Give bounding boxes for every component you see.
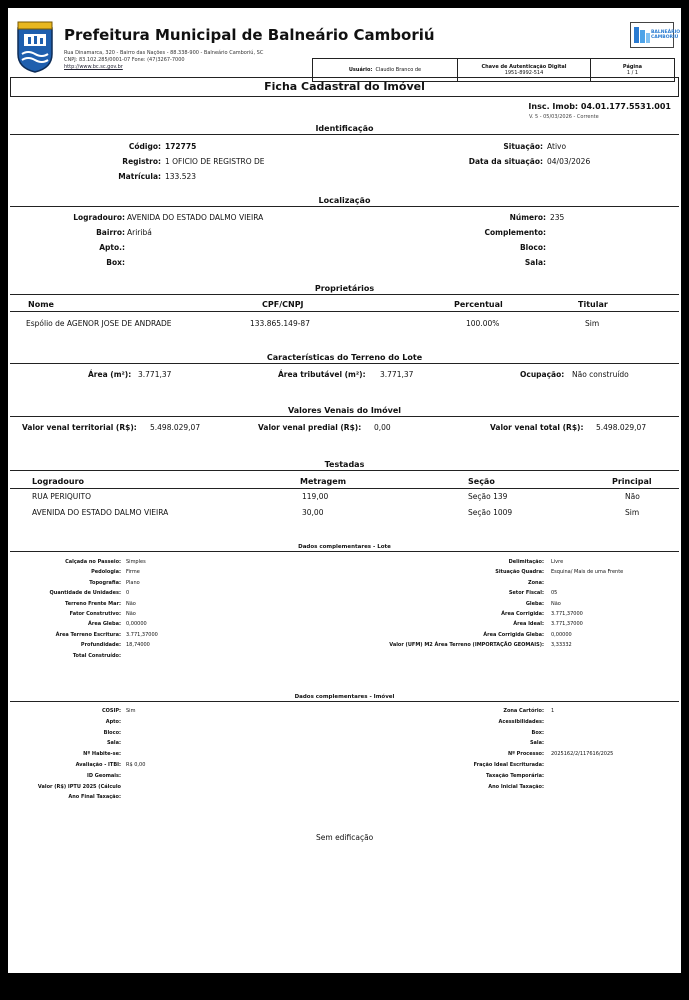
- field-label: Área Gleba:: [87, 621, 121, 628]
- field-label: Nº Processo:: [507, 751, 544, 758]
- document-page: Prefeitura Municipal de Balneário Camboriú Rua Dinamarca, 320 - Bairro das Nações - 88.338-900 - Balneário Camboriú, SC CNPJ: 83.102.285/0001-07 Fone: (47)3267-7000 http://www.bc.sc.gov.br BALNEÁRIO CAMBORIÚ Usuário: Claudio Branco de Chave de Autenticação Digital 1951-8992-514 Página 1 / 1 Ficha Cadastral do Imóvel Insc. Imob: 04.01.177.5531.001 V. 5 - 05/03/2026 - Corrente Identificação Código: 172775 Registro: 1 OFICIO DE REGISTRO DE Matrícula: 133.523 Situação: Ativo Data da situação: 04/03/2026 Localização Logradouro: AVENIDA DO ESTADO DALMO VIEIRA Bairro: Ariribá Apto.: Box: Número: 235 Complemento: Bloco: Sala: Proprietários Nome CPF/CNPJ Percentual Titular Espólio de AGENOR JOSE DE ANDRADE 133.865.149-87 100.00% Sim Características do Terreno do Lote Área (m²): 3.771,37 Área tributável (m²): 3.771,37 Ocupação: Não construído Valores Venais do Imóvel Valor venal territorial (R$): 5.498.029,07 Valor venal predial (R$): 0,00 Valor venal total (R$): 5.498.029,07 Testadas Logradouro Metragem Seção Principal RUA PERIQUITO 119,00 Seção 139 Não AVENIDA DO ESTADO DALMO VIEIRA 30,00 Seção 1009 Sim Dados complementares - Lote Calçada no Passeio: Simples Pedologia: Firme Topografia: Plano Quantidade de Unidades: 0 Terreno Frente Mar: Não Fator Construtivo: Não Área Gleba: 0,00000 Área Terreno Escritura: 3.771,37000 Profundidade: 18,74000 Total Construído: Delimitação: Livre Situação Quadra: Esquina/ Mais de uma Frente Zona: Setor Fiscal: 05 Gleba: Não Área Corrigida: 3.771,37000 Área Ideal: 3.771,37000 Área Corrigida Gleba: 0,00000 Valor (UFM) M2 Área Terreno (IMPORTAÇÃO GEOMAIS): 3,33332 Dados complementares - Imóvel COSIP: Sim Apto: Bloco: Sala: Nº Habite-se: Avaliação - ITBI: R$ 0,00 ID Geomais: Valor (R$) IPTU 2025 (Cálculo Ano Final Taxação: Zona Cartório: 1 Acessibilidades: Box: Sala: Nº Processo: 2025162/2/117616/2025 Fração Ideal Escriturada: Taxação Temporária: Ano Inicial Taxação: Sem edificação: [8, 8, 681, 973]
- municipal-crest-icon: [14, 20, 56, 74]
- field-label: Acessibilidades:: [498, 718, 544, 725]
- valor-total: 5.498.029,07: [596, 423, 647, 432]
- document-title: Ficha Cadastral do Imóvel: [10, 77, 679, 97]
- field-label: Total Construído:: [72, 652, 121, 659]
- field-value: Firme: [126, 569, 140, 576]
- field-label: Pedologia:: [91, 569, 121, 576]
- section-testadas: Testadas: [10, 460, 679, 471]
- field-label: Fator Construtivo:: [69, 611, 121, 617]
- field-label: Apto:: [105, 718, 121, 725]
- section-identificacao: Identificação: [10, 124, 679, 135]
- field-value: Não: [126, 600, 136, 607]
- field-label: Quantidade de Unidades:: [49, 590, 121, 597]
- field-label: Área Corrigida:: [501, 611, 544, 617]
- field-label: Fração Ideal Escriturada:: [473, 762, 544, 768]
- registro-value: 1 OFICIO DE REGISTRO DE: [165, 157, 265, 166]
- field-value: 2025162/2/117616/2025: [551, 751, 614, 758]
- bottom-bar: [0, 973, 689, 1000]
- section-lote: Dados complementares - Lote: [10, 544, 679, 552]
- field-label: Zona:: [528, 579, 544, 586]
- field-label: ID Geomais:: [87, 772, 121, 779]
- field-value: Não: [126, 611, 136, 617]
- bairro-value: Ariribá: [127, 228, 152, 237]
- field-label: Área Terreno Escritura:: [55, 631, 121, 638]
- logradouro-value: AVENIDA DO ESTADO DALMO VIEIRA: [127, 213, 264, 222]
- field-value: 05: [551, 590, 558, 597]
- field-value: 3.771,37000: [551, 611, 583, 617]
- field-label: Situação Quadra:: [495, 569, 544, 576]
- section-terreno: Características do Terreno do Lote: [10, 353, 679, 364]
- brand-mark-icon: [633, 25, 651, 45]
- field-label: Nº Habite-se:: [83, 751, 121, 758]
- field-label: COSIP:: [101, 708, 121, 714]
- field-label: Área Corrigida Gleba:: [483, 631, 544, 638]
- field-value: 0,00000: [126, 621, 147, 628]
- field-label: Terreno Frente Mar:: [64, 600, 121, 607]
- field-label: Sala:: [106, 740, 121, 747]
- field-label: Ano Final Taxação:: [68, 794, 121, 801]
- field-label: Topografia:: [89, 579, 121, 586]
- data-situacao-value: 04/03/2026: [547, 157, 591, 166]
- field-value: Esquina/ Mais de uma Frente: [551, 569, 624, 576]
- field-label: Calçada no Passeio:: [65, 559, 121, 565]
- field-value: Não: [551, 600, 561, 607]
- inscription-number: Insc. Imob: 04.01.177.5531.001: [528, 102, 671, 111]
- field-label: Valor (R$) IPTU 2025 (Cálculo: [37, 783, 121, 790]
- field-label: Zona Cartório:: [503, 708, 544, 714]
- field-value: 0: [126, 590, 130, 597]
- field-label: Box:: [531, 729, 544, 736]
- city-address: Rua Dinamarca, 320 - Bairro das Nações - 88.338-900 - Balneário Camboriú, SC CNPJ: 83.102.285/0001-07 Fone: (47)3267-7000 http://www.bc.sc.gov.br: [64, 50, 264, 70]
- field-value: Plano: [126, 579, 140, 586]
- field-value: R$ 0,00: [126, 762, 146, 768]
- field-label: Sala:: [529, 740, 544, 747]
- field-label: Avaliação - ITBI:: [75, 762, 121, 768]
- situacao-value: Ativo: [547, 142, 567, 151]
- field-label: Delimitação:: [508, 559, 544, 565]
- field-value: Sim: [126, 708, 136, 714]
- area-value: 3.771,37: [138, 370, 172, 379]
- website-link[interactable]: http://www.bc.sc.gov.br: [64, 64, 123, 70]
- field-label: Profundidade:: [80, 642, 121, 649]
- matricula-value: 133.523: [165, 172, 197, 181]
- section-imovel: Dados complementares - Imóvel: [10, 694, 679, 702]
- footer-note: Sem edificação: [316, 833, 374, 842]
- numero-value: 235: [550, 213, 565, 222]
- field-label: Gleba:: [525, 600, 544, 607]
- valor-predial: 0,00: [374, 423, 391, 432]
- area-tributavel-value: 3.771,37: [380, 370, 414, 379]
- field-label: Taxação Temporária:: [485, 772, 544, 779]
- field-value: Simples: [126, 559, 146, 565]
- field-value: 3,33332: [551, 642, 572, 649]
- city-title: Prefeitura Municipal de Balneário Camboriú: [64, 26, 435, 44]
- version-info: V. 5 - 05/03/2026 - Corrente: [529, 114, 599, 120]
- field-value: 1: [551, 708, 555, 714]
- field-value: Livre: [551, 559, 564, 565]
- field-label: Área Ideal:: [513, 621, 544, 628]
- field-label: Ano Inicial Taxação:: [488, 783, 544, 790]
- section-localizacao: Localização: [10, 196, 679, 207]
- document-meta-table: Usuário: Claudio Branco de Chave de Autenticação Digital 1951-8992-514 Página 1 / 1: [312, 58, 675, 82]
- section-valores: Valores Venais do Imóvel: [10, 406, 679, 417]
- field-label: Setor Fiscal:: [508, 590, 544, 597]
- field-value: 3.771,37000: [126, 631, 158, 638]
- valor-territorial: 5.498.029,07: [150, 423, 201, 432]
- field-value: 18,74000: [126, 642, 150, 649]
- field-label: Valor (UFM) M2 Área Terreno (IMPORTAÇÃO GEOMAIS):: [389, 642, 544, 649]
- document-header: [12, 14, 681, 80]
- city-brand-logo: BALNEÁRIO CAMBORIÚ: [630, 22, 674, 48]
- field-value: 0,00000: [551, 631, 572, 638]
- field-value: 3.771,37000: [551, 621, 583, 628]
- field-label: Bloco:: [103, 729, 121, 736]
- codigo-value: 172775: [165, 142, 197, 151]
- ocupacao-value: Não construído: [572, 370, 629, 379]
- section-proprietarios: Proprietários: [10, 284, 679, 295]
